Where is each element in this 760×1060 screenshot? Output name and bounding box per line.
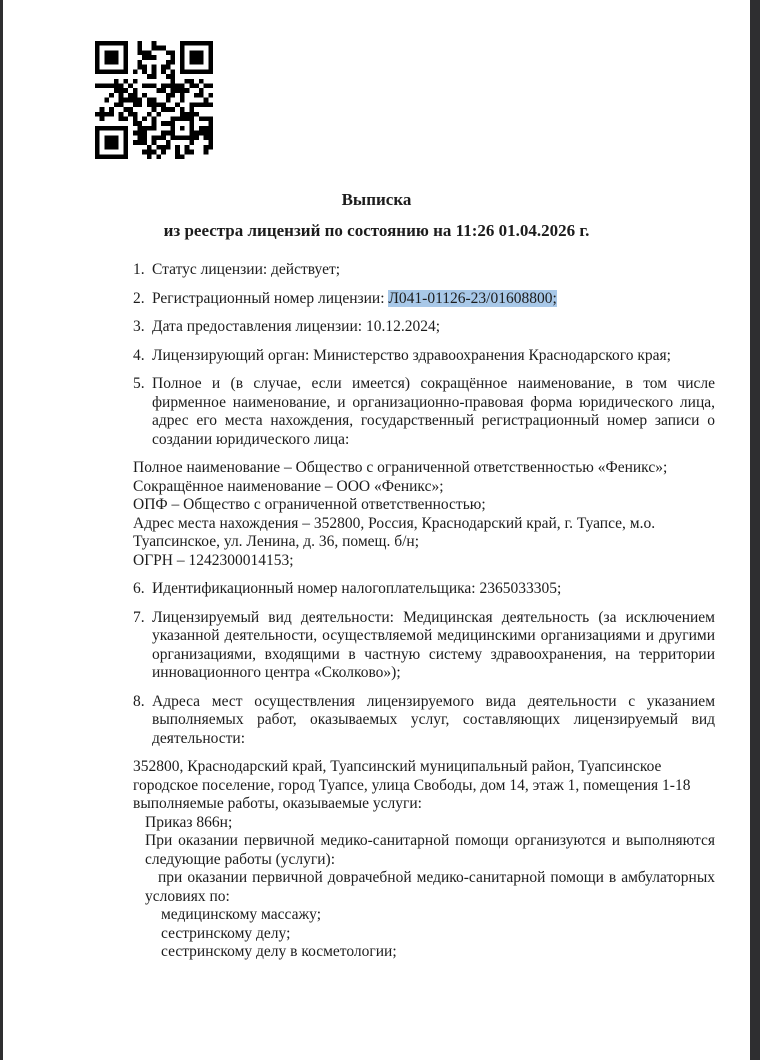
paragraph-line: Адрес места нахождения – 352800, Россия, Краснодарский край, г. Туапсе, м.о. Туапсинское, ул. Ленина, д. 36, помещ. б/н; <box>133 514 656 550</box>
paragraph-block <box>133 459 715 570</box>
item-text: Адреса мест осуществления лицензируемого вида деятельности с указанием выполняемых работ, оказываемых услуг, составляющих лицензируемый вид деятельности: <box>152 692 715 747</box>
list-item <box>133 375 715 449</box>
paragraph-line: При оказании первичной медико-санитарной помощи организуются и выполняются следующие работы (услуги): <box>145 832 715 868</box>
item-text: Дата предоставления лицензии: 10.12.2024; <box>152 318 441 335</box>
paragraph-line: ОГРН – 1242300014153; <box>133 551 294 569</box>
item-number: 4. <box>133 346 145 364</box>
paragraph-line: 352800, Краснодарский край, Туапсинский муниципальный район, Туапсинское городское поселение, город Туапсе, улица Свободы, дом 14, этаж 1, помещения 1-18 <box>133 758 691 794</box>
paragraph-line: при оказании первичной доврачебной медико-санитарной помощи в амбулаторных условиях по: <box>145 869 715 905</box>
list-item <box>133 290 715 309</box>
paragraph-block <box>133 758 715 962</box>
viewer-edge-left <box>0 0 3 1060</box>
item-text: Идентификационный номер налогоплательщика: 2365033305; <box>152 580 562 597</box>
item-text: Лицензируемый вид деятельности: Медицинская деятельность (за исключением указанной деятельности, осуществляемой медицинскими организациями и другими организациями, входящими в частную систему здравоохранения, на территории инновационного центра «Сколково»); <box>152 608 715 681</box>
viewer-edge-right <box>750 0 760 1060</box>
paragraph-line: сестринскому делу в косметологии; <box>161 943 397 960</box>
list-item <box>133 693 715 749</box>
item-number: 7. <box>133 608 145 626</box>
item-number: 3. <box>133 318 145 335</box>
registration-number-highlight: Л041-01126-23/01608800; <box>388 289 557 307</box>
item-number: 8. <box>133 692 145 710</box>
item-number: 6. <box>133 580 145 597</box>
paragraph-line: ОПФ – Общество с ограниченной ответственностью; <box>133 496 486 513</box>
paragraph-line: Полное наименование – Общество с ограниченной ответственностью «Феникс»; <box>133 459 668 476</box>
paragraph-line: медицинскому массажу; <box>161 906 322 923</box>
list-item <box>133 318 715 337</box>
item-text: Полное и (в случае, если имеется) сокращённое наименование, в том числе фирменное наименование, и организационно-правовая форма юридического лица, адрес его места нахождения, государственный регистрационный номер записи о создании юридического лица: <box>152 375 715 448</box>
item-text: Статус лицензии: действует; <box>152 261 341 278</box>
list-item <box>133 261 715 280</box>
list-item <box>133 347 715 366</box>
list-item <box>133 609 715 683</box>
document-body <box>133 261 715 972</box>
item-text: Лицензирующий орган: Министерство здравоохранения Краснодарского края; <box>152 346 671 364</box>
list-item <box>133 580 715 599</box>
item-number: 1. <box>133 261 145 278</box>
document-title: Выписка <box>341 190 412 209</box>
item-text: Регистрационный номер лицензии: <box>152 289 389 307</box>
paragraph-line: Приказ 866н; <box>145 813 233 831</box>
document-subtitle: из реестра лицензий по состоянию на 11:26 01.04.2026 г. <box>163 221 590 240</box>
item-number: 5. <box>133 375 145 392</box>
paragraph-line: сестринскому делу; <box>161 924 291 942</box>
paragraph-line: выполняемые работы, оказываемые услуги: <box>133 795 422 812</box>
item-number: 2. <box>133 289 145 307</box>
paragraph-line: Сокращённое наименование – ООО «Феникс»; <box>133 477 444 495</box>
qr-code-icon <box>95 40 213 160</box>
